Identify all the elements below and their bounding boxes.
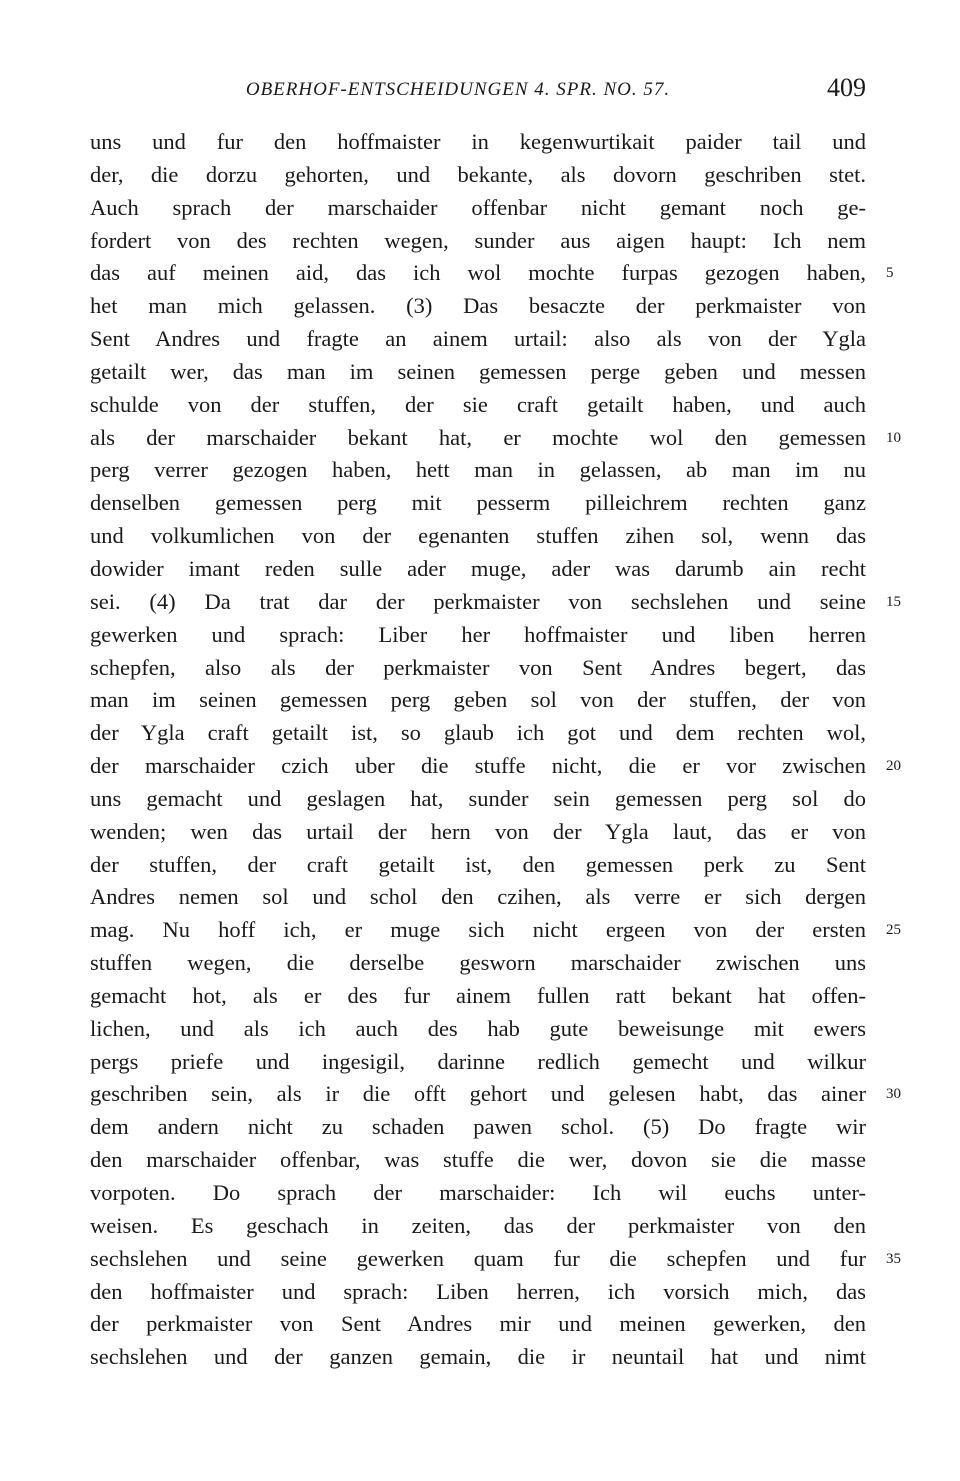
line-text: getailt wer, das man im seinen gemessen perge geben und messen [90, 358, 866, 384]
text-line [90, 553, 866, 586]
line-number: 5 [886, 265, 894, 282]
text-line [90, 684, 866, 717]
text-line [90, 257, 894, 290]
line-text: gewerken und sprach: Liber her hoffmaister und liben herren [90, 621, 866, 647]
text-line [90, 1177, 866, 1210]
line-text: der Ygla craft getailt ist, so glaub ich got und dem rechten wol, [90, 720, 866, 746]
text-line [90, 225, 866, 258]
line-text: als der marschaider bekant hat, er mochte wol den gemessen [90, 424, 866, 450]
line-text: und volkumlichen von der egenanten stuffen zihen sol, wenn das [90, 523, 866, 549]
text-line [90, 586, 901, 619]
line-text: sechslehen und seine gewerken quam fur die schepfen und fur [90, 1245, 866, 1271]
line-text: Auch sprach der marschaider offenbar nicht gemant noch ge- [90, 194, 866, 220]
text-line [90, 619, 866, 652]
text-line [90, 980, 866, 1013]
text-line [90, 947, 866, 980]
body-text [90, 126, 901, 1374]
line-text: weisen. Es geschach in zeiten, das der perkmaister von den [90, 1212, 866, 1238]
text-line [90, 1144, 866, 1177]
line-text: man im seinen gemessen perg geben sol von der stuffen, der von [90, 687, 866, 713]
text-line [90, 323, 866, 356]
text-line [90, 192, 866, 225]
line-text: das auf meinen aid, das ich wol mochte furpas gezogen haben, [90, 260, 866, 286]
line-number: 30 [886, 1086, 901, 1103]
text-line [90, 1013, 866, 1046]
line-text: sei. (4) Da trat dar der perkmaister von sechslehen und seine [90, 588, 866, 614]
text-line [90, 487, 866, 520]
line-text: schepfen, also als der perkmaister von Sent Andres begert, das [90, 654, 866, 680]
line-text: dem andern nicht zu schaden pawen schol. (5) Do fragte wir [90, 1114, 866, 1140]
line-text: der stuffen, der craft getailt ist, den gemessen perk zu Sent [90, 851, 866, 877]
text-line [90, 914, 901, 947]
text-line [90, 389, 866, 422]
line-text: den hoffmaister und sprach: Liben herren, ich vorsich mich, das [90, 1278, 866, 1304]
text-line [90, 1276, 866, 1309]
line-number: 15 [886, 593, 901, 610]
line-text: perg verrer gezogen haben, hett man in gelassen, ab man im nu [90, 457, 866, 483]
line-text: stuffen wegen, die derselbe gesworn marschaider zwischen uns [90, 950, 866, 976]
line-text: schulde von der stuffen, der sie craft getailt haben, und auch [90, 391, 866, 417]
line-text: der perkmaister von Sent Andres mir und meinen gewerken, den [90, 1311, 866, 1337]
text-line [90, 849, 866, 882]
text-line [90, 422, 901, 455]
line-text: geschriben sein, als ir die offt gehort und gelesen habt, das ainer [90, 1081, 866, 1107]
line-text: denselben gemessen perg mit pesserm pilleichrem rechten ganz [90, 490, 866, 516]
page-header [90, 73, 866, 109]
page-number: 409 [827, 73, 866, 102]
text-line [90, 1046, 866, 1079]
text-line [90, 717, 866, 750]
text-line [90, 126, 866, 159]
line-text: mag. Nu hoff ich, er muge sich nicht ergeen von der ersten [90, 917, 866, 943]
text-line [90, 1341, 866, 1374]
line-text: der, die dorzu gehorten, und bekante, als dovorn geschriben stet. [90, 161, 866, 187]
text-line [90, 1111, 866, 1144]
text-line [90, 290, 866, 323]
running-head: OBERHOF-ENTSCHEIDUNGEN 4. SPR. NO. 57. [245, 79, 671, 100]
line-text: uns gemacht und geslagen hat, sunder sein gemessen perg sol do [90, 785, 866, 811]
line-text: het man mich gelassen. (3) Das besaczte der perkmaister von [90, 293, 866, 319]
line-text: pergs priefe und ingesigil, darinne redlich gemecht und wilkur [90, 1048, 866, 1074]
text-line [90, 652, 866, 685]
line-text: den marschaider offenbar, was stuffe die wer, dovon sie die masse [90, 1147, 866, 1173]
text-line [90, 1243, 901, 1276]
text-line [90, 1308, 866, 1341]
line-text: vorpoten. Do sprach der marschaider: Ich wil euchs unter- [90, 1180, 866, 1205]
line-number: 25 [886, 922, 901, 939]
text-line [90, 750, 901, 783]
text-line [90, 881, 866, 914]
line-text: gemacht hot, als er des fur ainem fullen ratt bekant hat offen- [90, 982, 866, 1008]
text-line [90, 1078, 901, 1111]
line-number: 20 [886, 758, 901, 775]
line-text: Andres nemen sol und schol den czihen, als verre er sich dergen [90, 884, 866, 910]
line-text: Sent Andres und fragte an ainem urtail: also als von der Ygla [90, 326, 866, 352]
text-line [90, 816, 866, 849]
line-text: lichen, und als ich auch des hab gute beweisunge mit ewers [90, 1015, 866, 1041]
text-line [90, 454, 866, 487]
text-line [90, 159, 866, 192]
line-text: fordert von des rechten wegen, sunder aus aigen haupt: Ich nem [90, 227, 866, 253]
text-line [90, 1210, 866, 1243]
text-line [90, 520, 866, 553]
text-line [90, 356, 866, 389]
line-text: der marschaider czich uber die stuffe nicht, die er vor zwischen [90, 753, 866, 779]
line-number: 35 [886, 1250, 901, 1267]
line-text: dowider imant reden sulle ader muge, ader was darumb ain recht [90, 555, 866, 581]
text-line [90, 783, 866, 816]
line-number: 10 [886, 429, 901, 446]
line-text: uns und fur den hoffmaister in kegenwurtikait paider tail und [90, 129, 866, 154]
line-text: wenden; wen das urtail der hern von der Ygla laut, das er von [90, 818, 866, 844]
line-text: sechslehen und der ganzen gemain, die ir neuntail hat und nimt [90, 1344, 866, 1370]
